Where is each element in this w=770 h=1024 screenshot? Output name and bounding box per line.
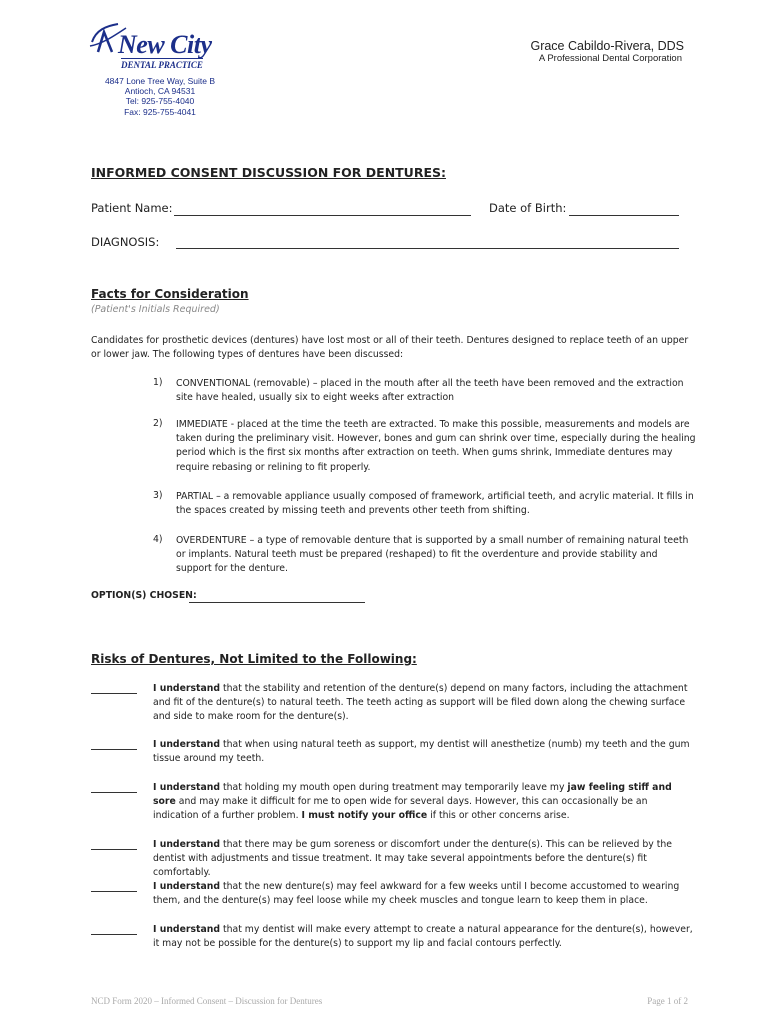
denture-type-item: OVERDENTURE – a type of removable denture that is supported by a small number of remaining natural teeth or implants. Natural teeth must be prepared (reshaped) to fit the overdenture and provide stability and support for the denture. bbox=[176, 535, 689, 575]
risk-emphasis: jaw feeling stiff and sore bbox=[153, 782, 672, 808]
options-chosen-label: OPTION(S) CHOSEN: bbox=[91, 590, 197, 601]
facts-heading: Facts for Consideration bbox=[91, 287, 249, 301]
address-line: Fax: 925-755-4041 bbox=[124, 106, 196, 117]
logo-subtitle: DENTAL PRACTICE bbox=[121, 60, 203, 70]
address-line: Tel: 925-755-4040 bbox=[125, 96, 195, 107]
risk-item bbox=[153, 738, 693, 766]
denture-type-item: IMMEDIATE - placed at the time the teeth are extracted. To make this possible, measurements and models are taken during the preliminary visit. However, bones and gum can shrink over time, especially during the healing period which is the first six months after extraction on teeth. When gums shrink, Immediate dentures may require rebasing or relining to fit properly. bbox=[176, 419, 696, 473]
risk-text: that there may be gum soreness or discomfort under the denture(s). This can be relieved by the dentist with adjustments and tissue treatment. It may take several appointments before the denture(s) fit comfortably. bbox=[153, 839, 672, 879]
risk-item bbox=[153, 880, 693, 908]
address-line: 4847 Lone Tree Way, Suite B bbox=[104, 76, 216, 86]
risk-lead: I understand bbox=[153, 881, 221, 892]
diagnosis-label: DIAGNOSIS: bbox=[91, 235, 160, 249]
risk-item bbox=[153, 838, 693, 881]
risk-text: that when using natural teeth as support, my dentist will anesthetize (numb) my teeth and the gum tissue around my teeth. bbox=[153, 739, 690, 765]
initials-field[interactable] bbox=[91, 749, 137, 750]
denture-type-item: CONVENTIONAL (removable) – placed in the mouth after all the teeth have been removed and the extraction site have healed, usually six to eight weeks after extraction bbox=[176, 378, 684, 404]
corporation-name: A Professional Dental Corporation bbox=[538, 53, 682, 64]
denture-type-item: PARTIAL – a removable appliance usually composed of framework, artificial teeth, and acrylic material. It fills in the spaces created by missing teeth and prevents other teeth from shifting. bbox=[176, 491, 694, 517]
list-number: 3) bbox=[153, 490, 163, 501]
risk-text: that the new denture(s) may feel awkward for a few weeks until I become accustomed to wearing them, and the denture(s) may feel loose while my cheek muscles and tongue learn to keep them in place. bbox=[153, 881, 680, 907]
risk-item bbox=[153, 682, 693, 725]
initials-note: (Patient's Initials Required) bbox=[91, 304, 220, 315]
risk-text: that my dentist will make every attempt to create a natural appearance for the denture(s), however, it may not be possible for the denture(s) to support my lip and facial contours perfectly. bbox=[153, 924, 693, 950]
risk-text: and may make it difficult for me to open wide for several days. However, this can occasionally be an indication of a further problem. bbox=[153, 796, 648, 822]
risk-lead: I understand bbox=[153, 739, 221, 750]
risks-heading: Risks of Dentures, Not Limited to the Following: bbox=[91, 652, 417, 666]
risk-lead: I understand bbox=[153, 782, 221, 793]
risk-lead: I understand bbox=[153, 839, 221, 850]
risk-lead: I understand bbox=[153, 683, 221, 694]
initials-field[interactable] bbox=[91, 891, 137, 892]
patient-name-field[interactable] bbox=[174, 215, 471, 216]
initials-field[interactable] bbox=[91, 693, 137, 694]
options-chosen-field[interactable] bbox=[189, 602, 365, 603]
practice-address bbox=[96, 76, 224, 117]
dob-label: Date of Birth: bbox=[489, 201, 567, 215]
form-title: INFORMED CONSENT DISCUSSION FOR DENTURES: bbox=[91, 165, 446, 180]
risk-text: that holding my mouth open during treatment may temporarily leave my bbox=[220, 782, 568, 793]
initials-field[interactable] bbox=[91, 792, 137, 793]
footer-page-number: Page 1 of 2 bbox=[647, 996, 688, 1006]
patient-name-label: Patient Name: bbox=[91, 201, 173, 215]
risk-lead: I understand bbox=[153, 924, 221, 935]
footer-form-id: NCD Form 2020 – Informed Consent – Discussion for Dentures bbox=[91, 996, 323, 1006]
initials-field[interactable] bbox=[91, 934, 137, 935]
list-number: 1) bbox=[153, 377, 163, 388]
diagnosis-field[interactable] bbox=[176, 248, 679, 249]
risk-item bbox=[153, 781, 693, 824]
risk-emphasis: I must notify your office bbox=[301, 810, 428, 822]
dob-field[interactable] bbox=[569, 215, 679, 216]
risk-text: if this or other concerns arise. bbox=[427, 810, 570, 822]
logo-wordmark: New City bbox=[118, 30, 212, 59]
address-line: Antioch, CA 94531 bbox=[124, 86, 196, 97]
doctor-name: Grace Cabildo-Rivera, DDS bbox=[530, 39, 684, 53]
list-number: 4) bbox=[153, 534, 163, 545]
practice-logo bbox=[88, 22, 228, 74]
initials-field[interactable] bbox=[91, 849, 137, 850]
risk-item bbox=[153, 923, 693, 951]
list-number: 2) bbox=[153, 418, 163, 429]
facts-intro: Candidates for prosthetic devices (dentures) have lost most or all of their teeth. Dentures designed to replace teeth of an upper or lower jaw. The following types of dentures have been discussed: bbox=[91, 335, 689, 361]
risk-text: that the stability and retention of the denture(s) depend on many factors, including the attachment and fit of the denture(s) to natural teeth. The teeth acting as support will be filed down along the chewing surface and side to make room for the denture(s). bbox=[153, 683, 688, 723]
